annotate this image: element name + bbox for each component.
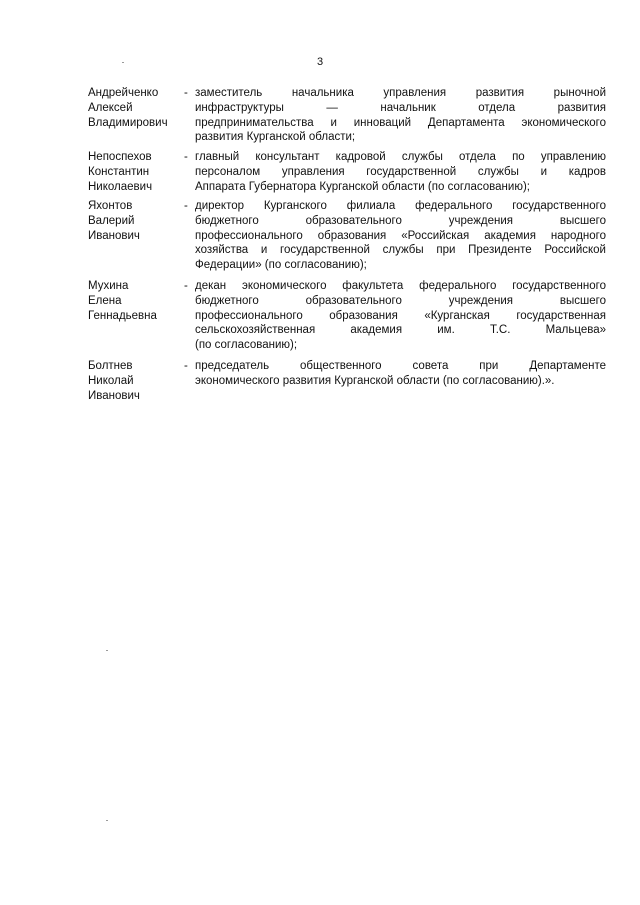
member-position-line: инфраструктуры — начальник отдела развития: [195, 101, 606, 114]
member-position-line: директор Курганского филиала федерального государственного: [195, 200, 606, 212]
member-name-line: Николаевич: [88, 180, 153, 193]
member-position-line: бюджетного образовательного учреждения высшего: [195, 214, 606, 227]
member-name-line: Елена: [88, 294, 122, 307]
member-position-line: председатель общественного совета при Департаменте: [195, 360, 606, 372]
scan-speck: [122, 62, 124, 63]
member-name-line: Валерий: [88, 214, 135, 227]
member-dash: -: [184, 360, 188, 372]
member-position-line: предпринимательства и инноваций Департамента экономического: [195, 116, 606, 129]
member-name-line: Андрейченко: [88, 87, 159, 99]
member-position-line: хозяйства и государственной службы при Президенте Российской: [195, 244, 606, 257]
member-name-line: Николай: [88, 374, 134, 387]
member-name-line: Мухина: [88, 280, 129, 292]
member-position-line: сельскохозяйственная академия им. Т.С. Мальцева»: [195, 324, 606, 337]
member-position-line: (по согласованию);: [195, 339, 298, 352]
member-dash: -: [184, 151, 188, 163]
member-position-line: развития Курганской области;: [195, 131, 356, 144]
member-name-line: Яхонтов: [88, 200, 133, 212]
member-position-line: персоналом управления государственной службы и кадров: [195, 165, 606, 178]
member-name-line: Болтнев: [88, 360, 133, 372]
member-position: [195, 199, 606, 273]
member-name: [88, 86, 183, 130]
member-position-line: профессионального образования «Российская академия народного: [195, 229, 606, 242]
member-position: [195, 86, 606, 145]
member-position-line: главный консультант кадровой службы отдела по управлению: [195, 151, 606, 163]
member-position-line: профессионального образования «Курганская государственная: [195, 309, 606, 322]
scan-speck: [106, 650, 108, 651]
member-position-line: заместитель начальника управления развития рыночной: [195, 87, 606, 99]
member-name: [88, 150, 183, 194]
member-dash: -: [184, 200, 188, 212]
member-dash: -: [184, 280, 188, 292]
member-name: [88, 199, 183, 243]
member-name-line: Непоспехов: [88, 151, 152, 163]
member-name-line: Иванович: [88, 229, 140, 242]
member-dash: -: [184, 87, 188, 99]
member-position: [195, 150, 606, 194]
scan-speck: [106, 820, 108, 821]
member-position-line: Аппарата Губернатора Курганской области (по согласованию);: [195, 180, 530, 193]
member-position: [195, 359, 606, 389]
member-name: [88, 279, 183, 323]
member-name-line: Алексей: [88, 101, 133, 114]
page-number: 3: [316, 56, 324, 68]
member-position: [195, 279, 606, 353]
member-position-line: экономического развития Курганской области (по согласованию).».: [195, 374, 555, 387]
member-position-line: декан экономического факультета федерального государственного: [195, 280, 606, 292]
member-name: [88, 359, 183, 403]
member-name-line: Константин: [88, 165, 150, 178]
member-position-line: Федерации» (по согласованию);: [195, 259, 367, 272]
member-position-line: бюджетного образовательного учреждения высшего: [195, 294, 606, 307]
member-name-line: Владимирович: [88, 116, 168, 129]
member-name-line: Иванович: [88, 389, 140, 402]
member-name-line: Геннадьевна: [88, 309, 157, 322]
